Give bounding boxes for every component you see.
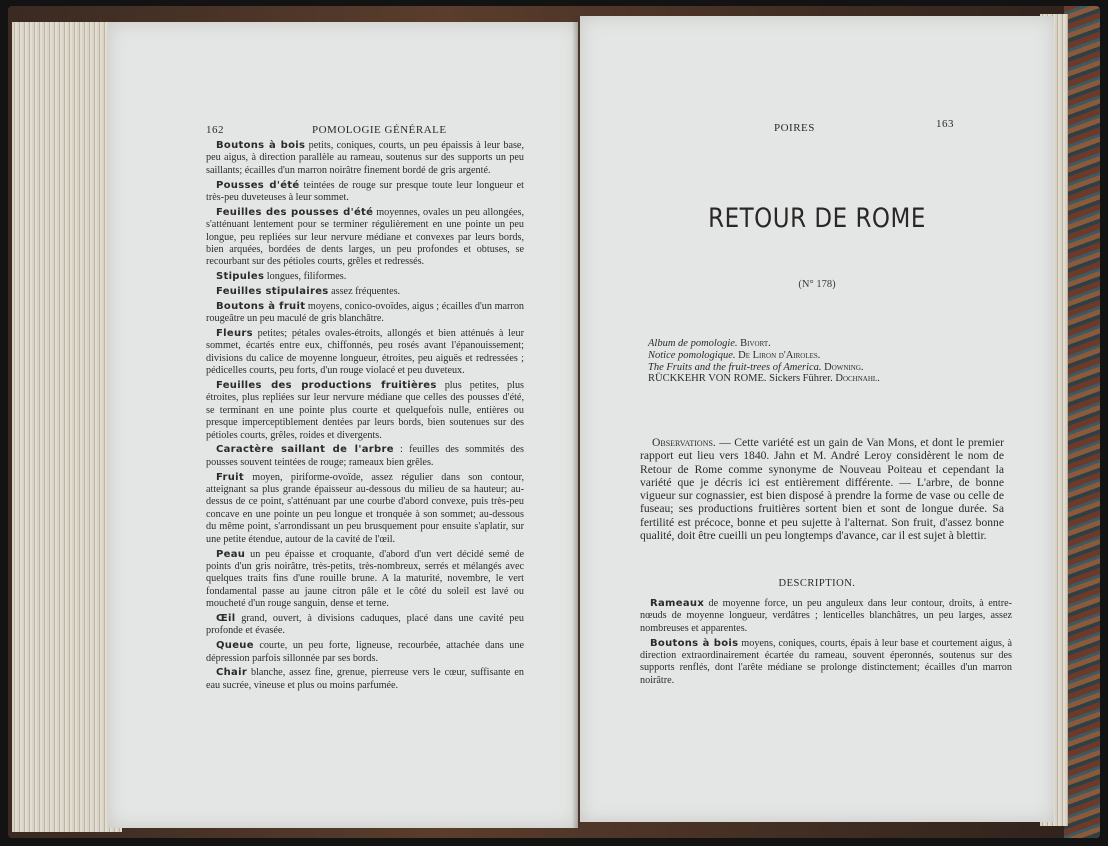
paragraph-text: moyennes, ovales un peu allongées, s'atténuant lentement pour se terminer régulièrement en une pointe un peu longue, peu repliées sur leur nervure médiane et convexes par leurs bords, bien arquées, bordées de dents larges, un peu profondes et obtuses, se recourbant sur des pétioles courts, grêles et redressés. (206, 206, 524, 268)
paragraph-text: petits, coniques, courts, un peu épaissis à leur base, peu aigus, à direction parallèle au rameau, soutenus sur des supports un peu saillants; écailles d'un marron noirâtre finement bordé de gris argenté. (206, 140, 525, 176)
reference-author: Dochnahl. (832, 373, 880, 385)
paragraph-term: Œil (216, 612, 236, 624)
paragraph (206, 301, 524, 326)
paragraph-term: Fleurs (216, 328, 253, 340)
paragraph-term: Pousses d'été (216, 179, 300, 191)
paragraph-term: Chair (216, 667, 248, 679)
paragraph-text: de moyenne force, un peu anguleux dans leur contour, droits, à entre-nœuds de moyenne longueur, verdâtres ; lenticelles blanchâtres, un peu larges, assez nombreuses et apparentes. (640, 598, 1012, 634)
pear-variety-title: RETOUR DE ROME (708, 204, 926, 234)
paragraph-text: teintées de rouge sur presque toute leur longueur et très-peu duveteuses à leur sommet. (206, 179, 524, 204)
observations-paragraph (640, 436, 1004, 542)
paragraph-text: moyens, coniques, courts, épais à leur base et courtement aigus, à direction extraordinairement écartée du rameau, souvent éperonnés, soutenus sur des supports renflés, dont l'arête médiane se prolonge distinctement; écailles d'un marron noirâtre. (640, 637, 1012, 686)
paragraph-text: petites; pétales ovales-étroits, allongés et bien atténués à leur sommet, écartés entre eux, chiffonnés, peu rosés avant l'épanouissement; divisions du calice de moyenne longueur, étroites, peu aiguës et redressées ; pédicelles courts, peu forts, d'un rouge violacé et peu duveteux. (206, 328, 524, 377)
paragraph (206, 444, 524, 469)
paragraph (206, 271, 524, 283)
paragraph-text: un peu épaisse et croquante, d'abord d'un vert décidé semé de points d'un gris noirâtre, très-petits, très-nombreux, serrés et mélangés avec quelques traits fins d'une rouille brune. A la maturité, novembre, le vert fondamental passe au jaune citron pâle et le côté du soleil est lavé ou moucheté d'un rouge sanguin, dense et terne. (206, 548, 524, 610)
paragraph-text: assez fréquentes. (328, 286, 401, 298)
reference-title: RÜCKKEHR VON ROME. Sickers Führer. (648, 373, 833, 385)
paragraph-text: moyen, piriforme-ovoïde, assez régulier dans son contour, atteignant sa plus grande épaisseur au-dessous du milieu de sa hauteur; au-dessus de ce point, s'atténuant par une courbe d'abord convexe, puis très-peu concave en une pointe un peu longue et tronquée à son sommet; au-dessous du même point, s'arrondissant un peu brusquement pour ensuite s'aplatir, sur une petite étendue, autour de la cavité de l'œil. (206, 471, 524, 545)
paragraph (206, 140, 524, 177)
paragraph (206, 207, 524, 269)
reference-author: De Liron d'Airoles. (735, 349, 821, 361)
left-running-head: POMOLOGIE GÉNÉRALE (312, 124, 447, 136)
reference-line (648, 362, 880, 374)
paragraph-text: plus petites, plus étroites, plus repliées sur leur nervure médiane que celles des pousses d'été, se terminant en une pointe plus courte et quelquefois nulle, entières ou presque imperceptiblement dentées par leurs bords, bien soutenues sur des pétioles courts, grêles, roides et divergents. (206, 380, 525, 441)
paragraph-term: Boutons à bois (650, 637, 739, 649)
left-page-number: 162 (206, 124, 224, 136)
paragraph-term: Boutons à fruit (216, 300, 306, 312)
reference-title: Album de pomologie. (648, 338, 738, 349)
paragraph-term: Stipules (216, 271, 265, 283)
observations-label: Observations. (652, 436, 716, 449)
paragraph (206, 180, 524, 205)
page-stack-left (12, 22, 122, 832)
description-heading: DESCRIPTION. (778, 578, 856, 589)
paragraph-text: : feuilles des sommités des pousses souvent teintées de rouge; rameaux bien grêles. (206, 444, 524, 468)
paragraph-term: Boutons à bois (216, 140, 306, 151)
left-page (108, 22, 578, 828)
paragraph-term: Caractère saillant de l'arbre (216, 444, 394, 456)
paragraph (206, 328, 524, 378)
paragraph (206, 380, 524, 442)
paragraph-text: longues, filiformes. (264, 271, 347, 283)
paragraph-term: Feuilles stipulaires (216, 286, 329, 298)
right-page-number: 163 (936, 118, 954, 130)
paragraph (640, 598, 1012, 635)
paragraph (206, 640, 524, 665)
paragraph (206, 549, 524, 611)
paragraph-text: blanche, assez fine, grenue, pierreuse vers le cœur, suffisante en eau sucrée, vineuse et plus ou moins parfumée. (206, 667, 524, 691)
left-page-body (206, 140, 524, 695)
reference-author: Bivort. (737, 338, 771, 349)
reference-title: Notice pomologique. (648, 349, 736, 361)
observations-text: — Cette variété est un gain de Van Mons, et dont le premier rapport eut lieu vers 1840. Jahn et M. André Leroy considèrent le nom de Retour de Rome comme synonyme de Nouveau Poiteau et cependant la variété que je décris ici est entièrement différente. — L'arbre, de bonne vigueur sur cognassier, est bien disposé à prendre la forme de vase ou celle de fuseau; ses productions fruitières sortent bien et sont de longue durée. Sa fertilité est précoce, bonne et peu sujette à l'alternat. Son fruit, d'assez bonne qualité, doit être cueilli un peu longtemps d'avance, car il est sujet à blettir. (640, 436, 1004, 543)
paragraph (206, 667, 524, 692)
paragraph-text: grand, ouvert, à divisions caduques, placé dans une cavité peu profonde et évasée. (206, 612, 524, 637)
paragraph-term: Queue (216, 640, 254, 652)
paragraph-term: Feuilles des pousses d'été (216, 206, 374, 218)
paragraph-term: Peau (216, 548, 246, 560)
reference-line (648, 373, 880, 385)
reference-line (648, 350, 880, 362)
reference-line (648, 338, 880, 350)
marbled-cover-edge (1064, 6, 1100, 838)
paragraph-term: Rameaux (650, 598, 705, 609)
paragraph-term: Feuilles des productions fruitières (216, 380, 437, 392)
paragraph-text: courte, un peu forte, ligneuse, recourbée, attachée dans une dépression parfois sillonnée par ses bords. (206, 640, 524, 664)
paragraph-text: moyens, conico-ovoïdes, aigus ; écailles d'un marron rougeâtre un peu maculé de gris blanchâtre. (206, 300, 525, 325)
paragraph (206, 286, 524, 298)
reference-author: Downing. (821, 361, 864, 373)
reference-title: The Fruits and the fruit-trees of America. (648, 361, 822, 373)
right-running-head: POIRES (774, 122, 815, 134)
variety-number: (N° 178) (798, 279, 836, 290)
right-page-description (640, 598, 1012, 690)
paragraph (206, 472, 524, 546)
right-page (580, 16, 1054, 822)
paragraph-term: Fruit (216, 471, 244, 483)
bibliography-references (648, 338, 880, 385)
paragraph (206, 613, 524, 638)
paragraph (640, 638, 1012, 688)
